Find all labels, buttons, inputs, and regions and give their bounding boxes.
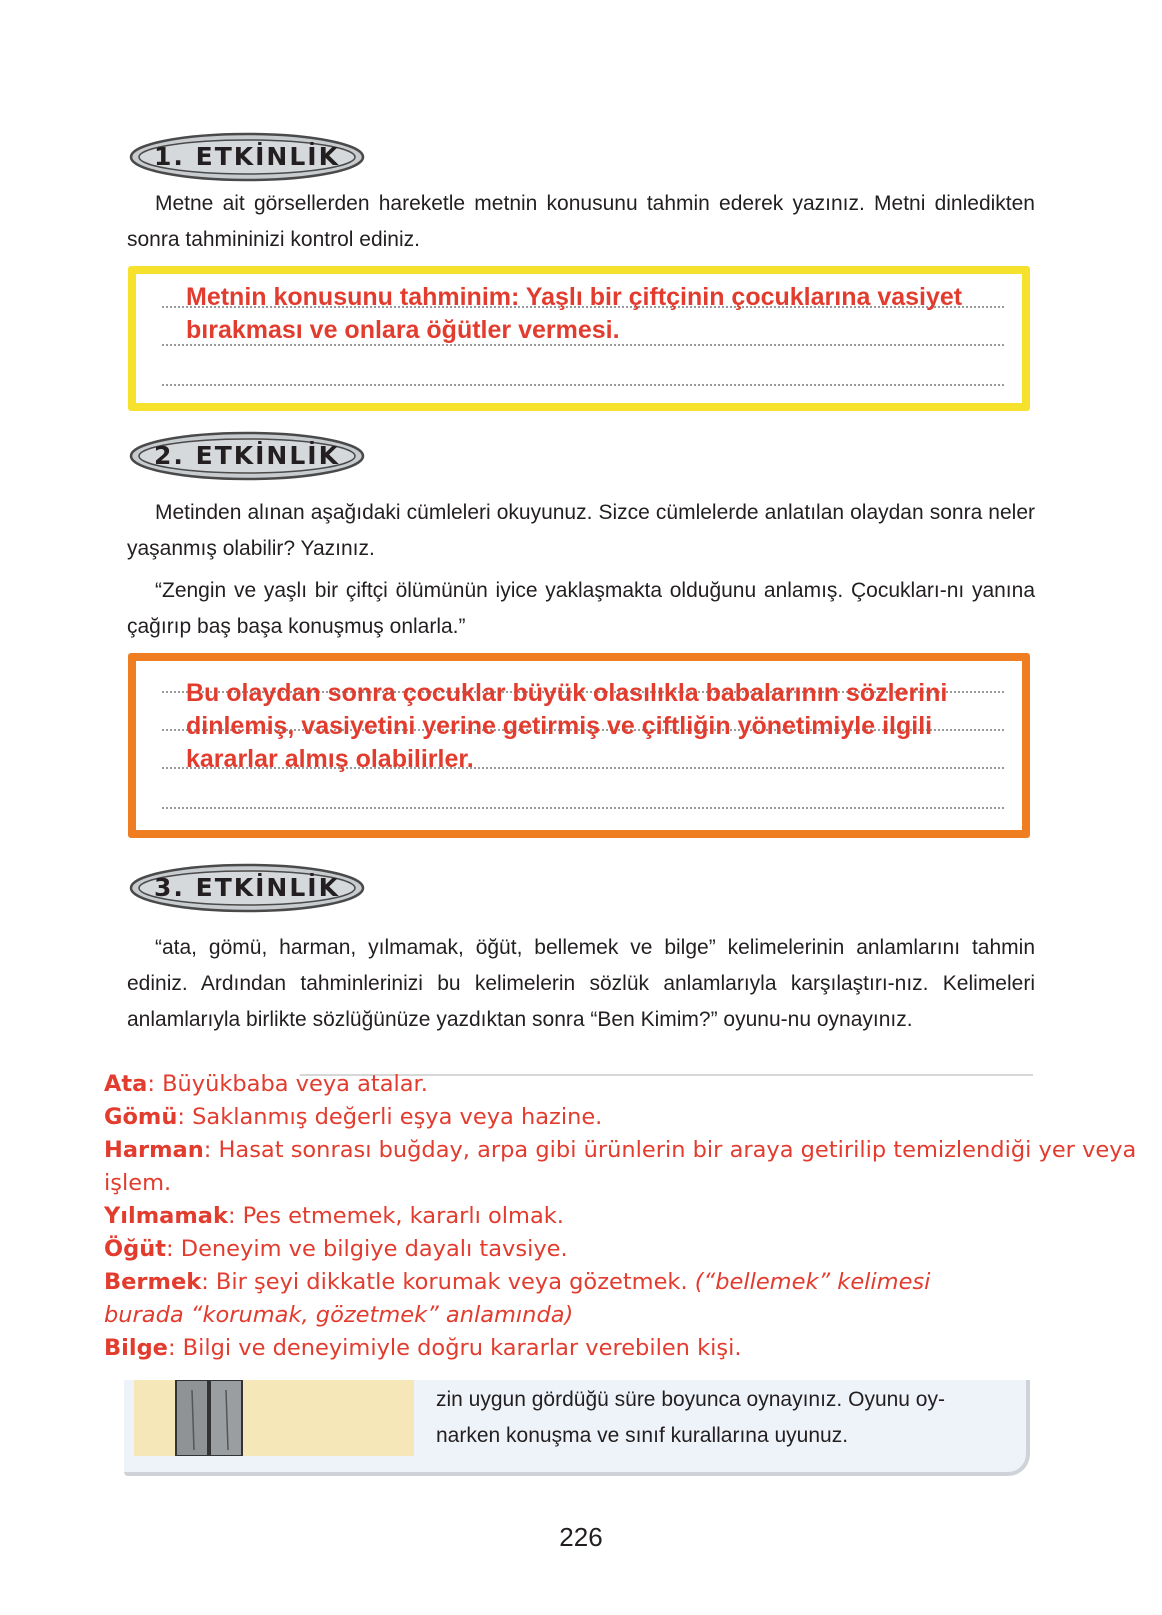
definition-item: Bermek: Bir şeyi dikkatle korumak veya gözetmek. (“bellemek” kelimesi burada “korumak, gözetmek” anlamında) [104,1269,931,1328]
illustration-image [134,1380,414,1456]
definition-item: Harman: Hasat sonrası buğday, arpa gibi ürünlerin bir araya getirilip temizlendiği yer veya işlem. [104,1137,1137,1196]
activity-3-title: 3. ETKİNLİK [154,873,340,902]
definition-item: Bilge: Bilgi ve deneyimiyle doğru kararlar verebilen kişi. [104,1335,742,1361]
activity-1-instruction: Metne ait görsellerden hareketle metnin konusunu tahmin ederek yazınız. Metni dinledikten sonra tahmininizi kontrol ediniz. [127,192,1035,251]
activity-1-answer-box [128,266,1030,411]
activity-3-badge [128,862,366,914]
definition-item: Öğüt: Deneyim ve bilgiye dayalı tavsiye. [104,1236,568,1262]
activity-2-quote: “Zengin ve yaşlı bir çiftçi ölümünün iyice yaklaşmakta olduğunu anlamış. Çocukları-nı yanına çağırıp baş başa konuşmuş onlarla.” [127,579,1035,638]
activity-2-instruction: Metinden alınan aşağıdaki cümleleri okuyunuz. Sizce cümlelerde anlatılan olaydan sonra neler yaşanmış olabilir? Yazınız. [127,501,1035,560]
answer-line: Metnin konusunu tahminim: Yaşlı bir çiftçinin çocuklarına vasiyet [186,283,963,311]
answer-line: kararlar almış olabilirler. [186,745,474,773]
game-card-text: zin uygun gördüğü süre boyunca oynayınız. Oyunu oy- narken konuşma ve sınıf kurallarına uyunuz. [436,1388,945,1447]
definition-item: Yılmamak: Pes etmemek, kararlı olmak. [104,1203,564,1229]
activity-1-title: 1. ETKİNLİK [154,142,340,171]
activity-2-answer-box [128,653,1030,838]
activity-2-title: 2. ETKİNLİK [154,441,340,470]
legs-illustration-icon [134,1380,414,1456]
definitions-list [104,1068,1144,1365]
page-number: 226 [559,1522,603,1552]
answer-line: dinlemiş, vasiyetini yerine getirmiş ve çiftliğin yönetimiyle ilgili [186,712,933,740]
activity-3-instruction: “ata, gömü, harman, yılmamak, öğüt, bellemek ve bilge” kelimelerinin anlamlarını tahmin ediniz. Ardından tahminlerinizi bu kelimelerin sözlük anlamlarıyla karşılaştırı-nız. Kelimeleri anlamlarıyla birlikte sözlüğünüze yazdıktan sonra “Ben Kimim?” oyunu-nu oynayınız. [127,936,1035,1031]
definition-item: Gömü: Saklanmış değerli eşya veya hazine. [104,1104,603,1130]
answer-line: Bu olaydan sonra çocuklar büyük olasılıkla babalarının sözlerini [186,679,948,707]
activity-2-badge [128,430,366,482]
activity-1-badge [128,131,366,183]
answer-line: bırakması ve onlara öğütler vermesi. [186,316,620,344]
game-card [124,1380,1030,1476]
definition-item: Ata: Büyükbaba veya atalar. [104,1071,428,1097]
